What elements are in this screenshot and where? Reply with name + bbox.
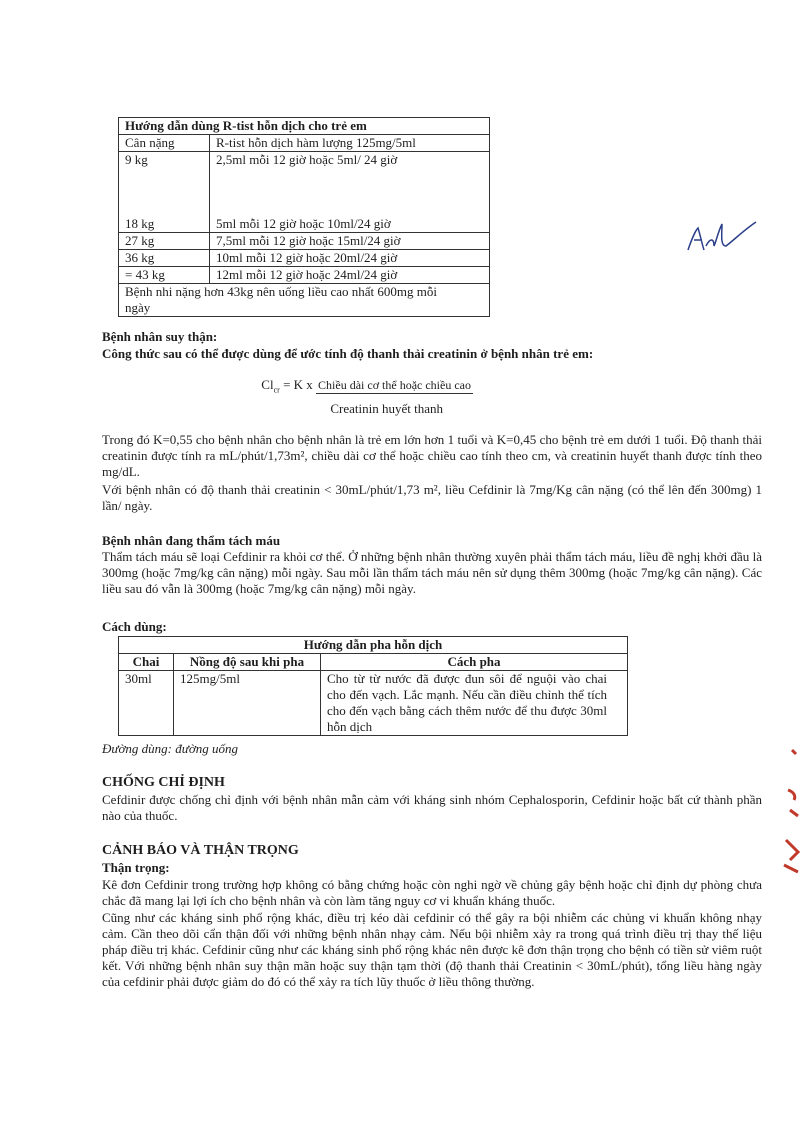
contraindications-paragraph: Cefdinir được chống chỉ định với bệnh nhân mẫn cảm với kháng sinh nhóm Cephalosporin, Cefdinir hoặc bất cứ thành phần nào của thuốc.	[102, 792, 762, 823]
weight-cell: = 43 kg	[119, 266, 210, 283]
weight-cell: 9 kg	[119, 152, 210, 216]
method-cell: Cho từ từ nước đã được đun sôi để nguội vào chai cho đến vạch. Lắc mạnh. Nếu cần điều chỉnh thể tích cho đến vạch bằng cách thêm nước để thu được 30ml hỗn dịch	[321, 671, 628, 736]
weight-cell: 18 kg	[119, 216, 210, 233]
bottle-cell: 30ml	[119, 671, 174, 736]
caution-paragraph-2: Cũng như các kháng sinh phổ rộng khác, điều trị kéo dài cefdinir có thể gây ra bội nhiễm các chủng vi khuẩn không nhạy cảm. Cần theo dõi cẩn thận đối với những bệnh nhân nhạy cảm. Nếu bội nhiễm xảy ra trong quá trình điều trị thay thế liệu pháp điều trị khác. Cefdinir cũng như các kháng sinh phổ rộng khác nên được kê đơn thận trọng cho bệnh có tiền sử viêm ruột kết. Với những bệnh nhân suy thận mãn hoặc suy thận tạm thời (độ thanh thải Creatinin < 30mL/phút), tổng liều hàng ngày của cefdinir phải được giảm do đó có thể xảy ra tích lũy thuốc ở liều thông thường.	[102, 910, 762, 989]
dose-cell: 2,5ml mỗi 12 giờ hoặc 5ml/ 24 giờ	[210, 152, 490, 216]
preparation-table	[118, 636, 628, 736]
dialysis-paragraph: Thẩm tách máu sẽ loại Cefdinir ra khỏi cơ thể. Ở những bệnh nhân thường xuyên phải thẩm tách máu, liều đề nghị khởi đầu là 300mg (hoặc 7mg/kg cân nặng) mỗi ngày. Sau mỗi lần thẩm tách máu nên sử dụng thêm 300mg (hoặc 7mg/kg cân nặng). Các liều sau đó vẫn là 300mg (hoặc 7mg/kg cân nặng) mỗi ngày.	[102, 549, 762, 596]
handwritten-mark	[680, 210, 760, 260]
formula-mid: = K x	[279, 377, 317, 392]
dialysis-heading: Bệnh nhân đang thẩm tách máu	[102, 533, 281, 548]
weight-cell: 27 kg	[119, 232, 210, 249]
prep-table-title: Hướng dẫn pha hỗn dịch	[119, 637, 628, 654]
formula-numerator: Chiều dài cơ thể hoặc chiều cao	[318, 378, 471, 392]
dosing-table-title: Hướng dẫn dùng R-tist hỗn dịch cho trẻ em	[119, 118, 490, 135]
dosing-table	[118, 117, 490, 317]
method-header: Cách pha	[321, 654, 628, 671]
formula-denominator: Creatinin huyết thanh	[330, 400, 443, 416]
bottle-header: Chai	[119, 654, 174, 671]
formula-left: Cl	[261, 377, 274, 392]
weight-cell: 36 kg	[119, 249, 210, 266]
dosing-table-footer: Bệnh nhi nặng hơn 43kg nên uống liều cao nhất 600mg mỗi ngày	[119, 283, 490, 316]
dose-header: R-tist hỗn dịch hàm lượng 125mg/5ml	[210, 135, 490, 152]
creatinine-formula	[213, 377, 473, 417]
dose-cell: 10ml mỗi 12 giờ hoặc 20ml/24 giờ	[210, 249, 490, 266]
route-text: Đường dùng: đường uống	[102, 741, 239, 756]
caution-paragraph-1: Kê đơn Cefdinir trong trường hợp không có bằng chứng hoặc còn nghi ngờ về chủng gây bệnh hoặc chỉ định dự phòng chưa chắc đã mang lại lợi ích cho bệnh nhân và còn làm tăng nguy cơ vi khuẩn kháng thuốc.	[102, 877, 762, 908]
renal-paragraph-2: Với bệnh nhân có độ thanh thải creatinin < 30mL/phút/1,73 m², liều Cefdinir là 7mg/Kg cân nặng (có thể lên đến 300mg) 1 lần/ ngày.	[102, 482, 762, 513]
dose-cell: 5ml mỗi 12 giờ hoặc 10ml/24 giờ	[210, 216, 490, 233]
contraindications-heading: CHỐNG CHỈ ĐỊNH	[102, 775, 225, 790]
formula-sub: cr	[273, 385, 280, 395]
renal-heading: Bệnh nhân suy thận:	[102, 329, 218, 344]
concentration-header: Nồng độ sau khi pha	[174, 654, 321, 671]
caution-subheading: Thận trọng:	[102, 860, 170, 875]
dose-cell: 7,5ml mỗi 12 giờ hoặc 15ml/24 giờ	[210, 232, 490, 249]
usage-heading: Cách dùng:	[102, 619, 167, 634]
concentration-cell: 125mg/5ml	[174, 671, 321, 736]
warnings-heading: CẢNH BÁO VÀ THẬN TRỌNG	[102, 843, 299, 858]
dose-cell: 12ml mỗi 12 giờ hoặc 24ml/24 giờ	[210, 266, 490, 283]
renal-paragraph-1: Trong đó K=0,55 cho bệnh nhân cho bệnh nhân là trẻ em lớn hơn 1 tuổi và K=0,45 cho bệnh trẻ em dưới 1 tuổi. Độ thanh thải creatinin được tính ra mL/phút/1,73m², chiều dài cơ thể hoặc chiều cao tính theo cm, và creatinin huyết thanh được tính theo mg/dL.	[102, 432, 762, 479]
weight-header: Cân nặng	[119, 135, 210, 152]
stamp-fragment	[770, 740, 800, 890]
renal-subheading: Công thức sau có thể được dùng để ước tính độ thanh thải creatinin ở bệnh nhân trẻ em:	[102, 346, 594, 361]
